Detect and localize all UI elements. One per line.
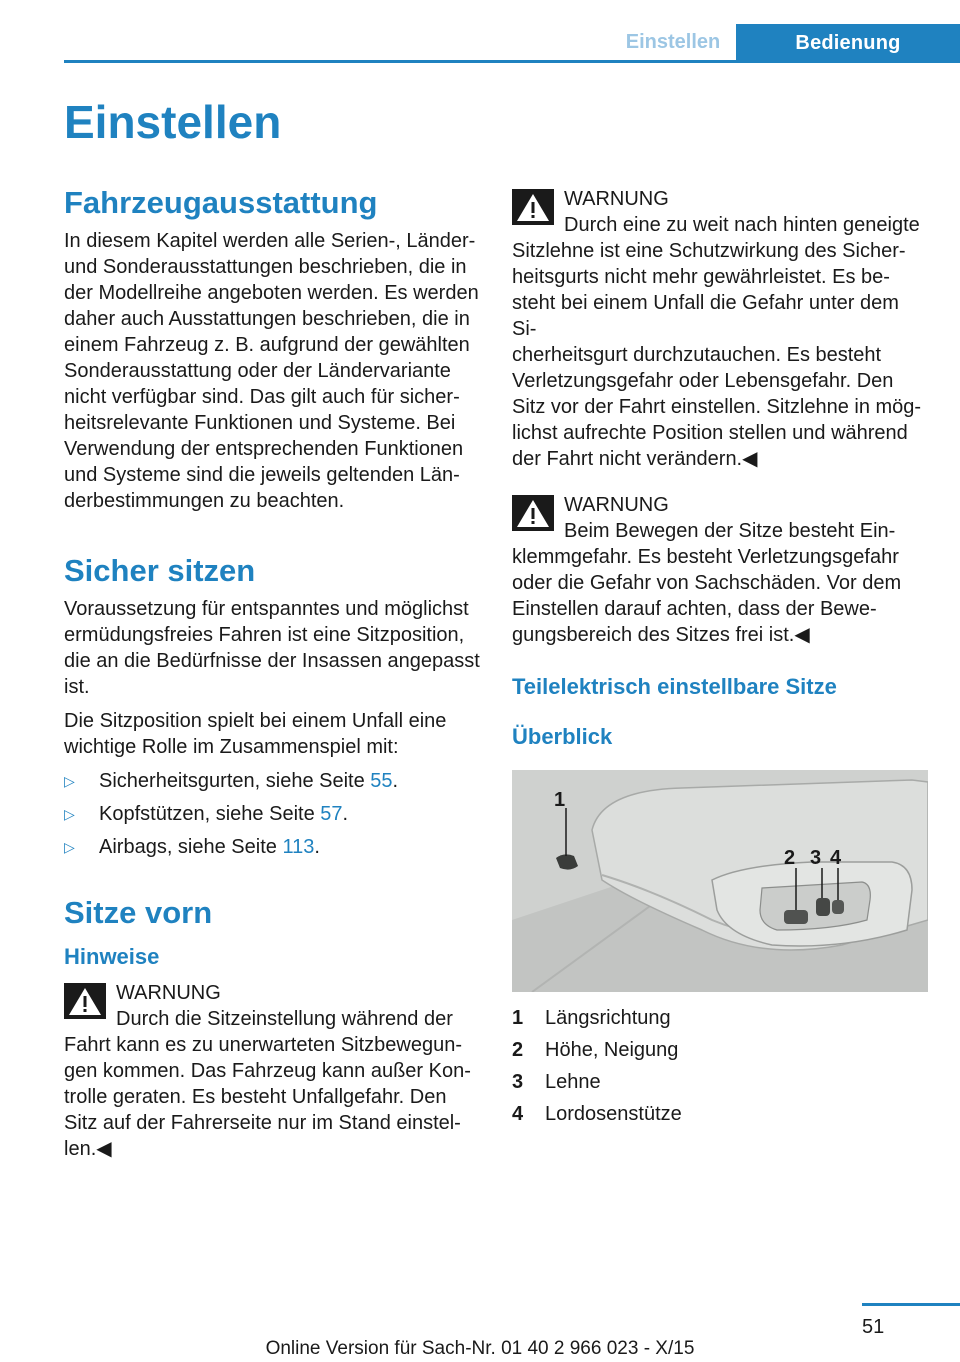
legend-row: 4 Lordosenstütze [512, 1103, 682, 1125]
paragraph-fahrzeugausstattung: In diesem Kapitel werden alle Serien-, Länder- und Sonderausstattungen beschrieben, die in der Modellreihe angeboten werden. Es werden daher auch Ausstattungen beschrieben, die in einem Fahrzeug z. B. aufgrund der gewählten Sonderausstattung oder der Ländervariante nicht verfügbar sind. Das gilt auch für sicher- heitsrelevante Funktionen und Systeme. Bei Verwendung der entsprechenden Funktionen und Systeme sind die jeweils geltenden Län- derbestimmungen zu beachten. [64, 230, 479, 512]
heading-ueberblick: Überblick [512, 724, 613, 749]
warning-heading: WARNUNG [564, 494, 669, 516]
header-tab-chapter: Bedienung [736, 24, 960, 62]
left-column [64, 180, 480, 1162]
online-version-note: Online Version für Sach-Nr. 01 40 2 966 023 - X/15 [265, 1338, 695, 1359]
header-rule [64, 60, 960, 63]
figure-label: 2 [784, 847, 796, 869]
list-item: ▷ Airbags, siehe Seite 113. [64, 836, 320, 858]
triangle-bullet-icon: ▷ [64, 773, 75, 789]
figure-label: 4 [830, 847, 842, 869]
page-number: 51 [862, 1316, 885, 1338]
seat-controls-figure [512, 770, 928, 992]
heading-fahrzeugausstattung: Fahrzeugausstattung [64, 185, 378, 220]
page-link[interactable]: 113 [282, 836, 315, 858]
warning-triangle-icon [64, 983, 106, 1019]
heading-teilelektrisch: Teilelektrisch einstellbare Sitze [512, 674, 837, 699]
heading-hinweise: Hinweise [64, 944, 160, 969]
seat-illustration [512, 770, 928, 992]
legend-row: 3 Lehne [512, 1071, 601, 1093]
right-column [512, 186, 928, 1130]
heading-sicher-sitzen: Sicher sitzen [64, 553, 256, 588]
warning-heading: WARNUNG [116, 982, 221, 1004]
warning-block-3 [512, 492, 928, 648]
warning-block-2 [512, 186, 928, 472]
figure-label: 1 [554, 789, 566, 811]
list-item: ▷ Sicherheitsgurten, siehe Seite 55. [64, 770, 399, 792]
legend-row: 2 Höhe, Neigung [512, 1039, 679, 1061]
chapter-title: Einstellen [64, 96, 282, 148]
list-item: ▷ Kopfstützen, siehe Seite 57. [64, 803, 349, 825]
triangle-bullet-icon: ▷ [64, 806, 75, 822]
list-zusammenspiel [64, 768, 480, 860]
paragraph-sicher-sitzen-1: Voraussetzung für entspanntes und möglichst ermüdungsfreies Fahren ist eine Sitzposition, die an die Bedürfnisse der Insassen angepasst ist. [64, 598, 480, 698]
page-link[interactable]: 55 [370, 770, 393, 792]
legend-row: 1 Längsrichtung [512, 1007, 671, 1029]
warning-triangle-icon [512, 495, 554, 531]
warning-triangle-icon [512, 189, 554, 225]
figure-label: 3 [810, 847, 822, 869]
warning-text: Beim Bewegen der Sitze besteht Ein- klemmgefahr. Es besteht Verletzungsgefahr oder die Gefahr von Sachschäden. Vor dem Einstellen darauf achten, dass der Bewe- gungsbereich des Sitzes frei ist.◀ [512, 520, 902, 646]
paragraph-sicher-sitzen-2: Die Sitzposition spielt bei einem Unfall eine wichtige Rolle im Zusammenspiel mit: [64, 710, 447, 758]
warning-text: Durch die Sitzeinstellung während der Fahrt kann es zu unerwarteten Sitzbewegun- gen kommen. Das Fahrzeug kann außer Kon- trolle geraten. Es besteht Unfallgefahr. Den Sitz auf der Fahrerseite nur im Stand einstel- len.◀ [64, 1008, 471, 1160]
warning-heading: WARNUNG [564, 188, 669, 210]
page-link[interactable]: 57 [320, 803, 343, 825]
triangle-bullet-icon: ▷ [64, 839, 75, 855]
header-tab-section: Einstellen [625, 30, 721, 53]
warning-block-1 [64, 980, 480, 1162]
warning-text: Durch eine zu weit nach hinten geneigte Sitzlehne ist eine Schutzwirkung des Sicher- heitsgurts nicht mehr gewährleistet. Es be- steht bei einem Unfall die Gefahr unter dem Si- cherheitsgurt durchzutauchen. Es besteht Verletzungsgefahr oder Lebensgefahr. Den Sitz vor der Fahrt einstellen. Sitzlehne in mög- lichst aufrechte Position stellen und während der Fahrt nicht verändern.◀ [512, 214, 922, 470]
figure-legend [512, 1002, 682, 1130]
heading-sitze-vorn: Sitze vorn [64, 895, 213, 930]
footer-rule [862, 1303, 960, 1306]
